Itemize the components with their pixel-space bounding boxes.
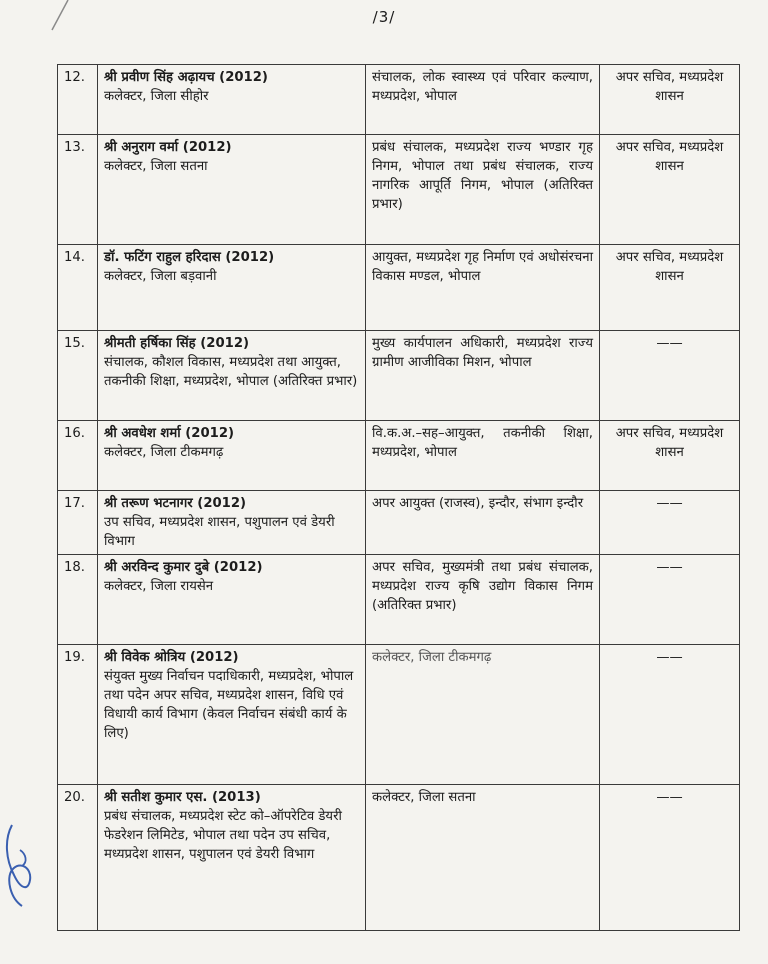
officer-name: श्री सतीश कुमार एस. (2013) <box>104 790 261 805</box>
officer-cell <box>98 245 366 331</box>
rank: अपर सचिव, मध्यप्रदेश शासन <box>600 135 740 245</box>
table-row <box>58 645 740 785</box>
rank: —— <box>600 645 740 785</box>
rank: —— <box>600 555 740 645</box>
current-post: कलेक्टर, जिला रायसेन <box>104 579 214 594</box>
officer-name: डॉ. फटिंग राहुल हरिदास (2012) <box>104 250 275 265</box>
table-row <box>58 331 740 421</box>
page-number: /3/ <box>372 8 396 26</box>
serial-number: 20. <box>58 785 98 931</box>
serial-number: 13. <box>58 135 98 245</box>
officer-name: श्री प्रवीण सिंह अढ़ायच (2012) <box>104 70 268 85</box>
transfer-order-table <box>57 64 740 931</box>
rank: —— <box>600 491 740 555</box>
current-post: प्रबंध संचालक, मध्यप्रदेश स्टेट को–ऑपरेटिव डेयरी फेडरेशन लिमिटेड, भोपाल तथा पदेन उप सचिव, मध्यप्रदेश शासन, पशुपालन एवं डेयरी विभाग <box>104 809 342 862</box>
officer-cell <box>98 645 366 785</box>
officer-name: श्री तरूण भटनागर (2012) <box>104 496 247 511</box>
new-posting: कलेक्टर, जिला सतना <box>366 785 600 931</box>
officer-cell <box>98 331 366 421</box>
new-posting: आयुक्त, मध्यप्रदेश गृह निर्माण एवं अधोसंरचना विकास मण्डल, भोपाल <box>366 245 600 331</box>
officer-cell <box>98 555 366 645</box>
serial-number: 19. <box>58 645 98 785</box>
serial-number: 12. <box>58 65 98 135</box>
current-post: संचालक, कौशल विकास, मध्यप्रदेश तथा आयुक्त, तकनीकी शिक्षा, मध्यप्रदेश, भोपाल (अतिरिक्त प्रभार) <box>104 355 358 389</box>
officer-cell <box>98 785 366 931</box>
officer-cell <box>98 421 366 491</box>
table-row <box>58 421 740 491</box>
current-post: संयुक्त मुख्य निर्वाचन पदाधिकारी, मध्यप्रदेश, भोपाल तथा पदेन अपर सचिव, मध्यप्रदेश शासन, विधि एवं विधायी कार्य विभाग (केवल निर्वाचन संबंधी कार्य के लिए) <box>104 669 354 741</box>
current-post: कलेक्टर, जिला टीकमगढ़ <box>104 445 224 460</box>
current-post: उप सचिव, मध्यप्रदेश शासन, पशुपालन एवं डेयरी विभाग <box>104 515 335 549</box>
officer-cell <box>98 135 366 245</box>
new-posting: मुख्य कार्यपालन अधिकारी, मध्यप्रदेश राज्य ग्रामीण आजीविका मिशन, भोपाल <box>366 331 600 421</box>
officer-cell <box>98 65 366 135</box>
table-row <box>58 785 740 931</box>
table-row <box>58 491 740 555</box>
officer-cell <box>98 491 366 555</box>
handwritten-initial-mark <box>2 820 36 910</box>
serial-number: 16. <box>58 421 98 491</box>
officer-name: श्री अवधेश शर्मा (2012) <box>104 426 235 441</box>
officer-name: श्री अनुराग वर्मा (2012) <box>104 140 232 155</box>
current-post: कलेक्टर, जिला सतना <box>104 159 208 174</box>
rank: —— <box>600 785 740 931</box>
rank: अपर सचिव, मध्यप्रदेश शासन <box>600 65 740 135</box>
serial-number: 18. <box>58 555 98 645</box>
current-post: कलेक्टर, जिला बड़वानी <box>104 269 217 284</box>
new-posting: संचालक, लोक स्वास्थ्य एवं परिवार कल्याण, मध्यप्रदेश, भोपाल <box>366 65 600 135</box>
new-posting: अपर सचिव, मुख्यमंत्री तथा प्रबंध संचालक, मध्यप्रदेश राज्य कृषि उद्योग विकास निगम (अतिरिक्त प्रभार) <box>366 555 600 645</box>
table-row <box>58 135 740 245</box>
officer-name: श्री अरविन्द कुमार दुबे (2012) <box>104 560 263 575</box>
serial-number: 15. <box>58 331 98 421</box>
new-posting: वि.क.अ.–सह–आयुक्त, तकनीकी शिक्षा, मध्यप्रदेश, भोपाल <box>366 421 600 491</box>
new-posting: अपर आयुक्त (राजस्व), इन्दौर, संभाग इन्दौर <box>366 491 600 555</box>
new-posting: प्रबंध संचालक, मध्यप्रदेश राज्य भण्डार गृह निगम, भोपाल तथा प्रबंध संचालक, राज्य नागरिक आपूर्ति निगम, भोपाल (अतिरिक्त प्रभार) <box>366 135 600 245</box>
serial-number: 14. <box>58 245 98 331</box>
new-posting: कलेक्टर, जिला टीकमगढ़ <box>366 645 600 785</box>
rank: अपर सचिव, मध्यप्रदेश शासन <box>600 245 740 331</box>
officer-name: श्री विवेक श्रोत्रिय (2012) <box>104 650 239 665</box>
officer-name: श्रीमती हर्षिका सिंह (2012) <box>104 336 250 351</box>
table-row <box>58 65 740 135</box>
serial-number: 17. <box>58 491 98 555</box>
current-post: कलेक्टर, जिला सीहोर <box>104 89 209 104</box>
rank: —— <box>600 331 740 421</box>
rank: अपर सचिव, मध्यप्रदेश शासन <box>600 421 740 491</box>
table-row <box>58 245 740 331</box>
table-row <box>58 555 740 645</box>
